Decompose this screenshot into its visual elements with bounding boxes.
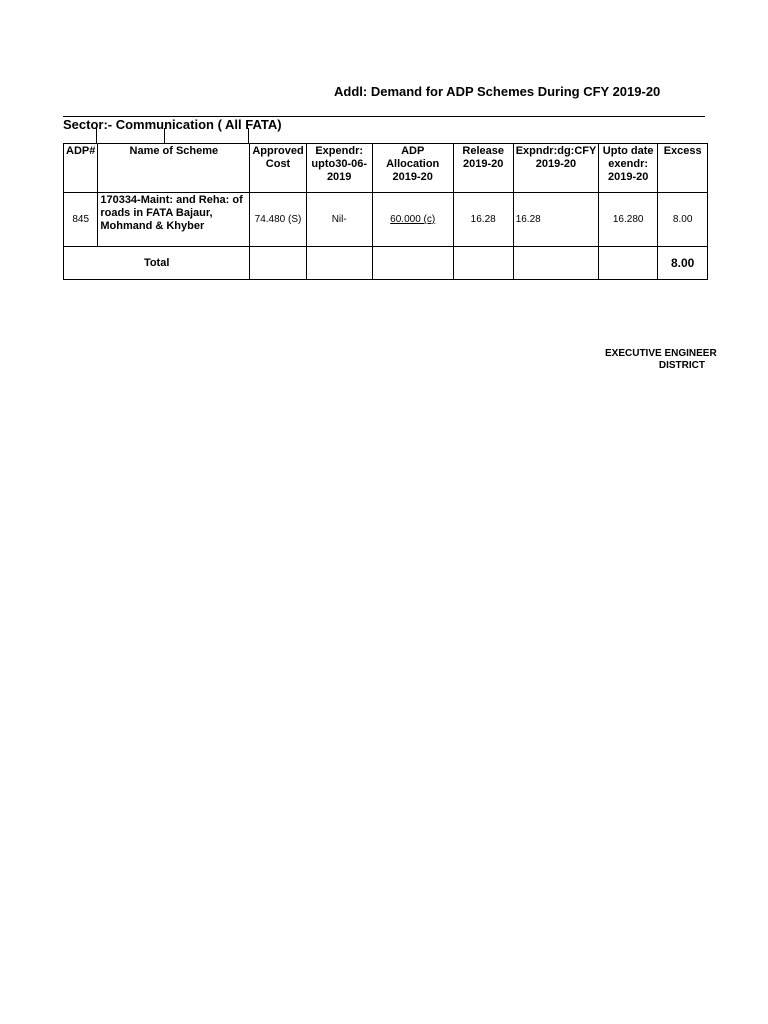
- cell-scheme: 170334-Maint: and Reha: of roads in FATA Bajaur, Mohmand & Khyber: [98, 193, 250, 247]
- header-adp-allocation: ADP Allocation 2019-20: [372, 144, 453, 193]
- header-expendr-upto: Expendr: upto30-06-2019: [306, 144, 372, 193]
- cell-adp-allocation: [372, 193, 453, 247]
- adp-allocation-value: 60.000 (c): [390, 214, 436, 225]
- total-cell-empty: [513, 247, 598, 280]
- header-expndr-cfy: Expndr:dg:CFY 2019-20: [513, 144, 598, 193]
- header-upto-date: Upto date exendr: 2019-20: [599, 144, 658, 193]
- cell-approved-cost: 74.480 (S): [250, 193, 306, 247]
- total-cell-empty: [372, 247, 453, 280]
- cell-upto-date: 16.280: [599, 193, 658, 247]
- cell-expndr-cfy: 16.28: [513, 193, 598, 247]
- total-excess: 8.00: [658, 247, 708, 280]
- cell-release: 16.28: [453, 193, 513, 247]
- cell-adp: 845: [64, 193, 98, 247]
- document-title: Addl: Demand for ADP Schemes During CFY 2019-20: [334, 84, 661, 99]
- header-excess: Excess: [658, 144, 708, 193]
- total-row: [64, 247, 708, 280]
- total-cell-empty: [599, 247, 658, 280]
- cell-expendr-upto: Nil-: [306, 193, 372, 247]
- header-release: Release 2019-20: [453, 144, 513, 193]
- sector-label: Sector:- Communication ( All FATA): [63, 117, 282, 132]
- total-label: Total: [64, 247, 250, 280]
- total-cell-empty: [453, 247, 513, 280]
- cell-excess: 8.00: [658, 193, 708, 247]
- divider-tick: [96, 128, 97, 143]
- total-cell-empty: [250, 247, 306, 280]
- signature-office: [645, 360, 705, 371]
- adp-table: [63, 143, 708, 280]
- table-row: [64, 193, 708, 247]
- header-approved-cost: Approved Cost: [250, 144, 306, 193]
- table-header-row: [64, 144, 708, 193]
- signature-line2: DISTRICT: [658, 360, 705, 371]
- signature-title: [605, 348, 717, 359]
- signature-line1: EXECUTIVE ENGINEER: [605, 348, 717, 359]
- header-scheme: Name of Scheme: [98, 144, 250, 193]
- divider-tick: [248, 128, 249, 143]
- divider-tick: [164, 128, 165, 143]
- header-adp: ADP#: [64, 144, 98, 193]
- total-cell-empty: [306, 247, 372, 280]
